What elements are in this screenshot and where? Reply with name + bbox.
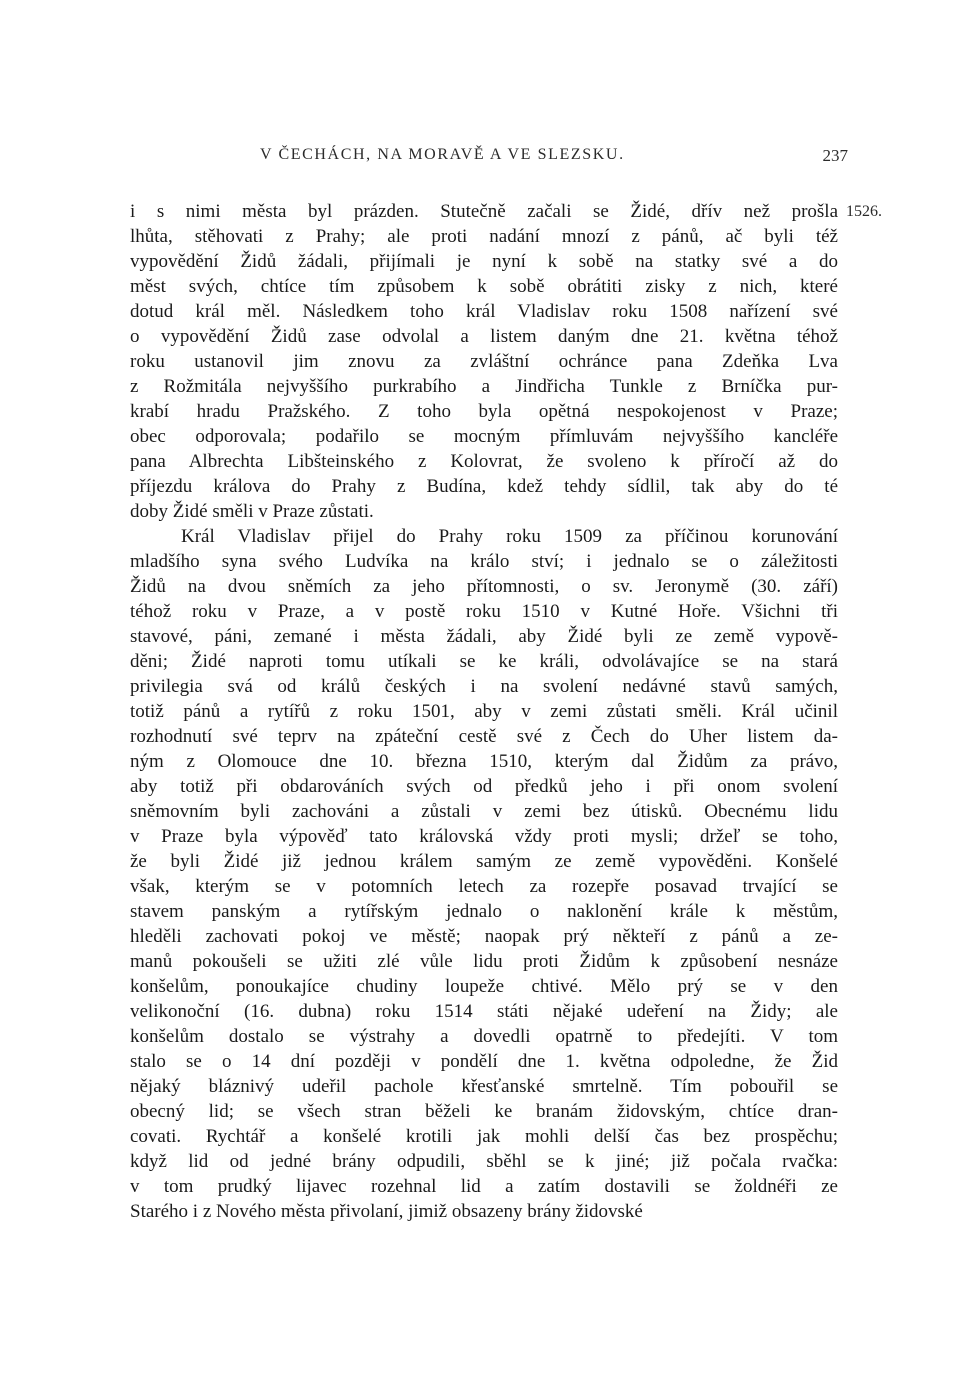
text-line: totiž pánů a rytířů z roku 1501, aby v zemi zůstati směli. Král učinil bbox=[130, 701, 838, 722]
page-number: 237 bbox=[822, 146, 848, 165]
text-line: i s nimi města byl prázden. Stutečně začali se Židé, dřív než prošla bbox=[130, 201, 838, 222]
running-head: V ČECHÁCH, NA MORAVĚ A VE SLEZSKU. bbox=[260, 146, 625, 163]
text-line: lhůta, stěhovati z Prahy; ale proti nadání mnozí z pánů, ač byli též bbox=[130, 226, 838, 247]
text-line: velikonoční (16. dubna) roku 1514 státi nějaké udeření na Židy; ale bbox=[130, 1001, 838, 1022]
text-line: že byli Židé již jednou králem samým ze země vypověděni. Konšelé bbox=[130, 851, 838, 872]
text-line: příjezdu králova do Prahy z Budína, kdež tehdy sídlil, tak aby do té bbox=[130, 476, 838, 497]
text-line: ným z Olomouce dne 10. března 1510, kterým dal Židům za právo, bbox=[130, 751, 838, 772]
text-line: nějaký bláznivý udeřil pachole křesťanské smrtelně. Tím pobouřil se bbox=[130, 1076, 838, 1097]
text-line: konšelům dostalo se výstrahy a dovedli opatrně to předejíti. V tom bbox=[130, 1026, 838, 1047]
text-line: když lid od jedné brány odpudili, sběhl se k jiné; již počala rvačka: bbox=[130, 1151, 838, 1172]
text-line: vypovědění Židů žádali, přijímali je nyní k sobě na statky své a do bbox=[130, 251, 838, 272]
text-line: stavem panským a rytířským jednalo o naklonění krále k městům, bbox=[130, 901, 838, 922]
text-line: obecný lid; se všech stran běželi ke branám židovským, chtíce dran- bbox=[130, 1101, 838, 1122]
text-line: privilegia svá od králů českých i na svolení nedávné stavů samých, bbox=[130, 676, 838, 697]
text-line: Starého i z Nového města přivolaní, jimiž obsazeny brány židovské bbox=[130, 1201, 643, 1222]
text-line: děni; Židé naproti tomu utíkali se ke králi, odvolávajíce se na stará bbox=[130, 651, 838, 672]
text-line: pana Albrechta Libšteinského z Kolovrat, že svoleno k příročí až do bbox=[130, 451, 838, 472]
text-line: mladšího syna svého Ludvíka na králo ství; i jednalo se o záležitosti bbox=[130, 551, 838, 572]
text-line: v Praze byla výpověď tato královská vždy proti mysli; držeľ se toho, bbox=[130, 826, 838, 847]
text-line: však, kterým se v potomních letech za rozepře posavad trvající se bbox=[130, 876, 838, 897]
text-line: roku ustanovil jim znovu za zvláštní ochránce pana Zdeňka Lva bbox=[130, 351, 838, 372]
body-text bbox=[130, 199, 838, 1224]
text-line: dotud král měl. Následkem toho král Vladislav roku 1508 nařízení své bbox=[130, 301, 838, 322]
text-line: stavové, páni, zemané i města žádali, aby Židé byli ze země vypově- bbox=[130, 626, 838, 647]
text-line: téhož roku v Praze, a v postě roku 1510 v Kutné Hoře. Všichni tři bbox=[130, 601, 838, 622]
text-line: covati. Rychtář a konšelé krotili jak mohli delší čas bez prospěchu; bbox=[130, 1126, 838, 1147]
text-line: Král Vladislav přijel do Prahy roku 1509 za příčinou korunování bbox=[181, 526, 838, 547]
text-line: manů pokoušeli se užiti zlé vůle lidu proti Židům k způsobení nesnáze bbox=[130, 951, 838, 972]
text-line: hleděli zachovati pokoj ve městě; naopak prý někteří z pánů a ze- bbox=[130, 926, 838, 947]
text-line: o vypovědění Židů zase odvolal a listem daným dne 21. května téhož bbox=[130, 326, 838, 347]
page-header bbox=[130, 146, 848, 170]
text-line: rozhodnutí své teprv na zpáteční cestě své z Čech do Uher listem da- bbox=[130, 726, 838, 747]
text-line: v tom prudký lijavec rozehnal lid a zatím dostavili se žoldnéři ze bbox=[130, 1176, 838, 1197]
text-line: krabí hradu Pražského. Z toho byla opětná nespokojenost v Praze; bbox=[130, 401, 838, 422]
margin-year-note: 1526. bbox=[846, 203, 882, 220]
text-line: z Rožmitála nejvyššího purkrabího a Jindřicha Tunkle z Brníčka pur- bbox=[130, 376, 838, 397]
text-line: aby totiž při obdarováních svých od předků jeho i při onom svolení bbox=[130, 776, 838, 797]
text-line: stalo se o 14 dní později v pondělí dne 1. května odpoledne, že Žid bbox=[130, 1051, 838, 1072]
text-line: konšelům, ponoukajíce chudiny loupeže chtivé. Mělo prý se v den bbox=[130, 976, 838, 997]
text-line: obec odporovala; podařilo se mocným přímluvám nejvyššího kancléře bbox=[130, 426, 838, 447]
text-line: sněmovním byli zachováni a zůstali v zemi bez útisků. Obecnému lidu bbox=[130, 801, 838, 822]
text-line: Židů na dvou sněmích za jeho přítomnosti, o sv. Jeronymě (30. září) bbox=[130, 576, 838, 597]
text-line: doby Židé směli v Praze zůstati. bbox=[130, 501, 374, 522]
text-line: měst svých, chtíce tím způsobem k sobě obrátiti zisky z nich, které bbox=[130, 276, 838, 297]
